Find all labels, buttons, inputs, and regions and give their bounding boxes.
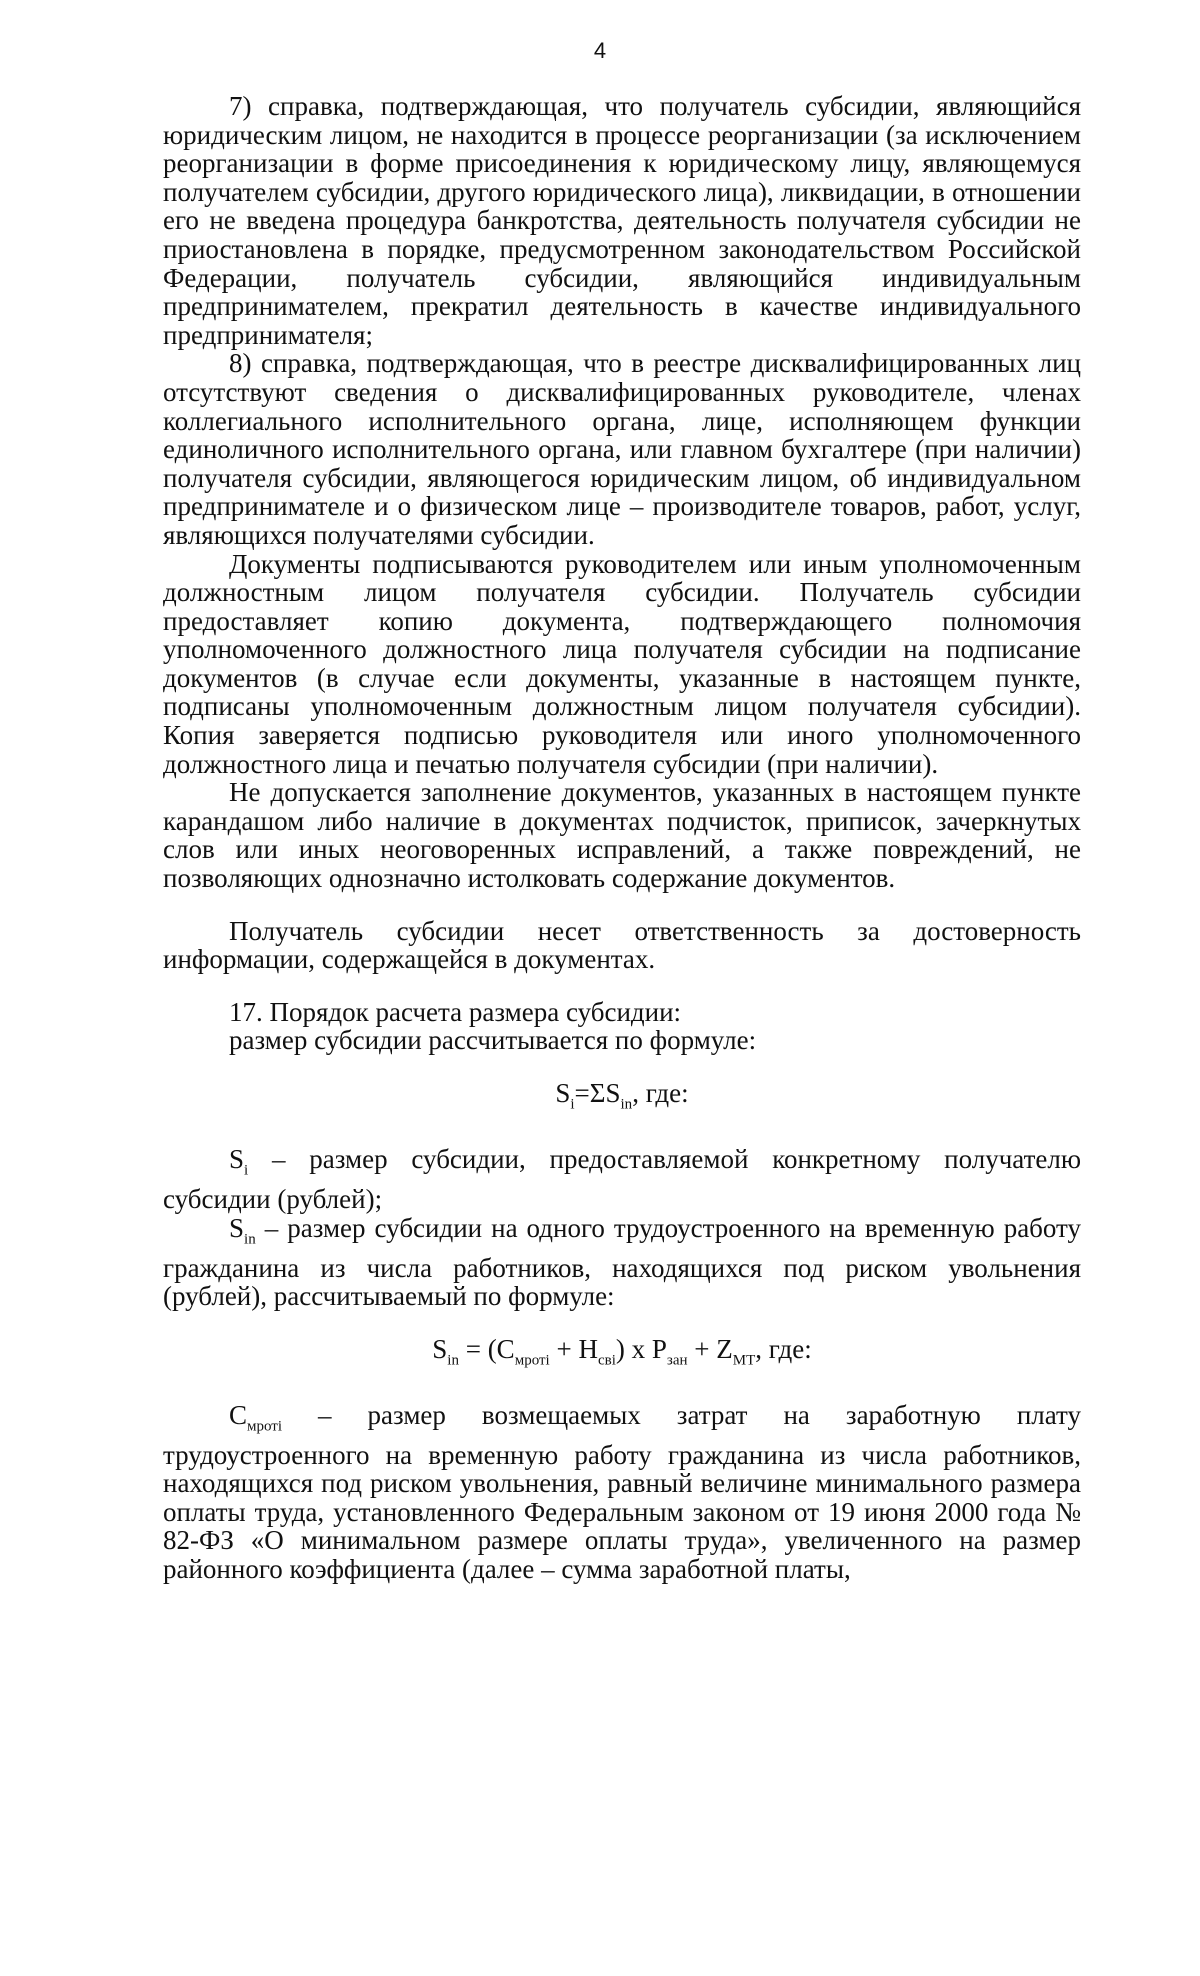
definition-cmroti: $C_{мроті}$ – размер возмещаемых затрат на заработную плату трудоустроенного на временную работу гражданина из числа работников, находящихся под риском увольнения, равный величине минимального размера оплаты труда, установленного Федеральным законом от 19 июня 2000 года № 82-ФЗ «О минимальном размере оплаты труда», увеличенного на размер районного коэффициента (далее – сумма заработной платы, — [163, 1399, 1081, 1585]
paragraph-no-pencil: Не допускается заполнение документов, указанных в настоящем пункте карандашом либо наличие в документах подчисток, приписок, зачеркнутых слов или иных неоговоренных исправлений, а также повреждений, не позволяющих однозначно истолковать содержание документов. — [163, 777, 1081, 894]
paragraph-responsibility: Получатель субсидии несет ответственность за достоверность информации, содержащейся в документах. — [163, 915, 1081, 975]
paragraph-calc-intro: размер субсидии рассчитывается по формуле: — [229, 1025, 757, 1056]
paragraph-item-7: 7) справка, подтверждающая, что получатель субсидии, являющийся юридическим лицом, не находится в процессе реорганизации (за исключением реорганизации в форме присоединения к юридическому лицу, являющемуся получателем субсидии, другого юридического лица), ликвидации, в отношении его не введена процедура банкротства, деятельность получателя субсидии не приостановлена в порядке, предусмотренном законодательством Российской Федерации, получатель субсидии, являющийся индивидуальным предпринимателем, прекратил деятельность в качестве индивидуального предпринимателя; — [163, 91, 1081, 350]
definition-sin: $S_{in}$ – размер субсидии на одного трудоустроенного на временную работу гражданина из числа работников, находящихся под риском увольнения (рублей), рассчитываемый по формуле: — [163, 1212, 1081, 1312]
definition-si: $S_i$ – размер субсидии, предоставляемой конкретному получателю субсидии (рублей); — [163, 1143, 1081, 1214]
formula-sin: $S_{in} = (C_{мроті} + Н_{сві})$ х $Р_{зан} + Z_{МТ}$, где: — [432, 1333, 812, 1369]
page-number: 4 — [593, 38, 607, 63]
paragraph-17-heading: 17. Порядок расчета размера субсидии: — [229, 996, 682, 1027]
document-body — [163, 92, 1081, 1584]
formula-si: $S_i=\Sigma S_{in}$, где: — [555, 1078, 689, 1113]
paragraph-signing: Документы подписываются руководителем или иным уполномоченным должностным лицом получателя субсидии. Получатель субсидии предоставляет копию документа, подтверждающего полномочия уполномоченного должностного лица получателя субсидии на подписание документов (в случае если документы, указанные в настоящем пункте, подписаны уполномоченным должностным лицом получателя субсидии). Копия заверяется подписью руководителя или иного уполномоченного должностного лица и печатью получателя субсидии (при наличии). — [163, 548, 1081, 779]
paragraph-item-8: 8) справка, подтверждающая, что в реестре дисквалифицированных лиц отсутствуют сведения о дисквалифицированных руководителе, членах коллегиального исполнительного органа, лице, исполняющем функции единоличного исполнительного органа, или главном бухгалтере (при наличии) получателя субсидии, являющегося юридическим лицом, об индивидуальном предпринимателе и о физическом лице – производителе товаров, работ, услуг, являющихся получателями субсидии. — [163, 348, 1081, 550]
